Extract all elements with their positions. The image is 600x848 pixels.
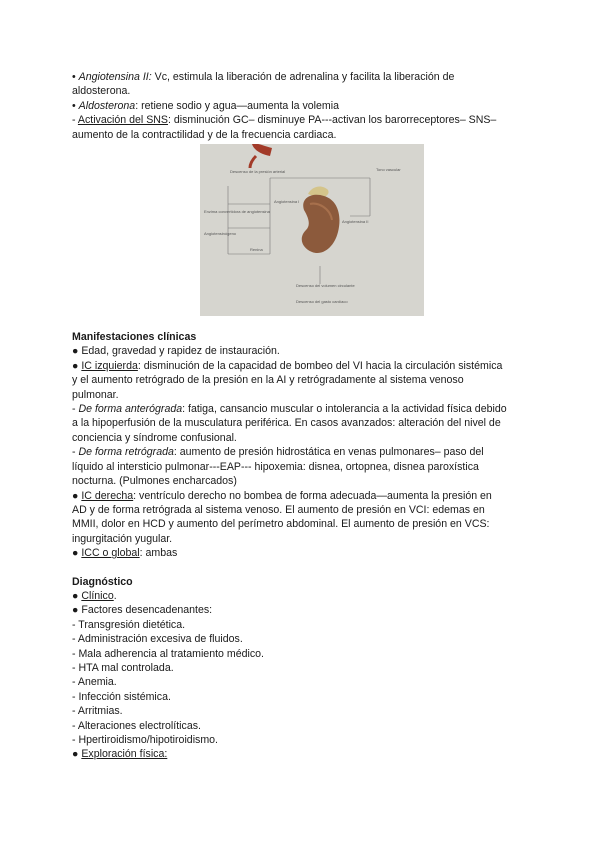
retrograda-term: De forma retrógrada [78, 446, 174, 459]
factores-line: ● Factores desencadenantes: [72, 604, 213, 617]
angiotensina-term: Angiotensina II: [78, 71, 152, 83]
angiotensina-line-2: aldosterona. [72, 85, 131, 98]
icd-term: IC derecha [81, 489, 134, 502]
retrograda-line-2: líquido al intersticio pulmonar---EAP--- hipoxemia: disnea, ortopnea, disnea paroxística [72, 460, 479, 473]
figure-label-top-left: Descenso de la presión arterial [230, 169, 286, 175]
retrograda-line-3: nocturna. (Pulmones encharcados) [72, 475, 237, 488]
icc-line: ● ICC o global: ambas [72, 547, 178, 560]
clinico-term: Clínico [81, 589, 114, 602]
aldosterona-line: • Aldosterona: retiene sodio y agua—aumenta la volemia [72, 99, 339, 112]
ici-line: ● IC izquierda: disminución de la capacidad de bombeo del VI hacia la circulación sistémica [72, 359, 503, 372]
sns-line-2: aumento de la contractilidad y de la frecuencia cardiaca. [72, 128, 337, 141]
list-item: - Hpertiroidismo/hipotiroidismo. [72, 734, 219, 746]
list-item: - Anemia. [72, 676, 117, 689]
icd-line-4: ingurgitación yugular. [72, 532, 173, 545]
document-page [72, 70, 532, 762]
exploracion-term: Exploración física: [81, 748, 168, 761]
anterograda-term: De forma anterógrada [78, 403, 183, 416]
figure-label-renin: Renina [250, 247, 263, 253]
figure-label-bottom-2: Descenso del gasto cardíaco [296, 299, 348, 305]
list-item: - Transgresión dietética. [72, 618, 186, 631]
sns-line: - Activación del SNS: disminución GC– disminuye PA---activan los barorreceptores– SNS– [72, 114, 497, 127]
edad-line: ● Edad, gravedad y rapidez de instauración. [72, 345, 280, 358]
icd-line-3: MMII, dolor en HCD y aumento del perímetro abdominal. El aumento de presión en VCS: [72, 518, 490, 531]
renin-angiotensin-figure [200, 144, 424, 316]
list-item: - Arritmias. [72, 705, 123, 718]
icd-line: ● IC derecha: ventrículo derecho no bombea de forma adecuada—aumenta la presión en [72, 489, 492, 502]
list-item: - Alteraciones electrolíticas. [72, 719, 201, 732]
aldosterona-term: Aldosterona [78, 99, 136, 112]
anterograda-line-2: a la hipoperfusión de la musculatura periférica. En casos avanzados: alteración del nivel de [72, 417, 501, 430]
clinico-line: ● Clínico. [72, 589, 117, 602]
anterograda-line-3: conciencia y síndrome confusional. [72, 431, 237, 444]
ici-line-2: y el aumento retrógrado de la presión en la AI y retrógradamente al sistema venoso [72, 374, 464, 387]
figure-label-angiotensin-1: Angiotensina I [274, 199, 300, 205]
figure-label-angiotensinogen: Angiotensinógeno [204, 231, 237, 237]
figure-label-top-right: Tono vascular [376, 167, 401, 173]
list-item: - Infección sistémica. [72, 690, 171, 703]
figure-label-angiotensin-2: Angiotensina II [342, 219, 369, 225]
icc-term: ICC o global [81, 547, 140, 560]
section-gap [72, 561, 532, 575]
manifestaciones-heading: Manifestaciones clínicas [72, 331, 197, 344]
figure-label-ace: Enzima convertidora de angiotensina [204, 209, 270, 215]
list-item: - Mala adherencia al tratamiento médico. [72, 647, 264, 660]
list-item: - HTA mal controlada. [72, 661, 174, 674]
anterograda-line: - De forma anterógrada: fatiga, cansancio muscular o intolerancia a la actividad física debido [72, 403, 507, 416]
sns-term: Activación del SNS [77, 114, 168, 127]
figure-label-bottom-1: Descenso del volumen circulante [296, 283, 355, 289]
ici-line-3: pulmonar. [72, 388, 119, 401]
icd-line-2: AD y de forma retrógrada al sistema venoso. El aumento de presión en VCI: edemas en [72, 503, 485, 516]
retrograda-line: - De forma retrógrada: aumento de presión hidrostática en venas pulmonares– paso del [72, 446, 484, 459]
angiotensina-line: • Angiotensina II: Vc, estimula la liberación de adrenalina y facilita la liberación de [72, 71, 455, 83]
list-item: - Administración excesiva de fluidos. [72, 633, 243, 646]
ici-term: IC izquierda [81, 359, 138, 372]
diagnostico-heading: Diagnóstico [72, 575, 133, 588]
exploracion-line: ● Exploración física: [72, 748, 168, 761]
